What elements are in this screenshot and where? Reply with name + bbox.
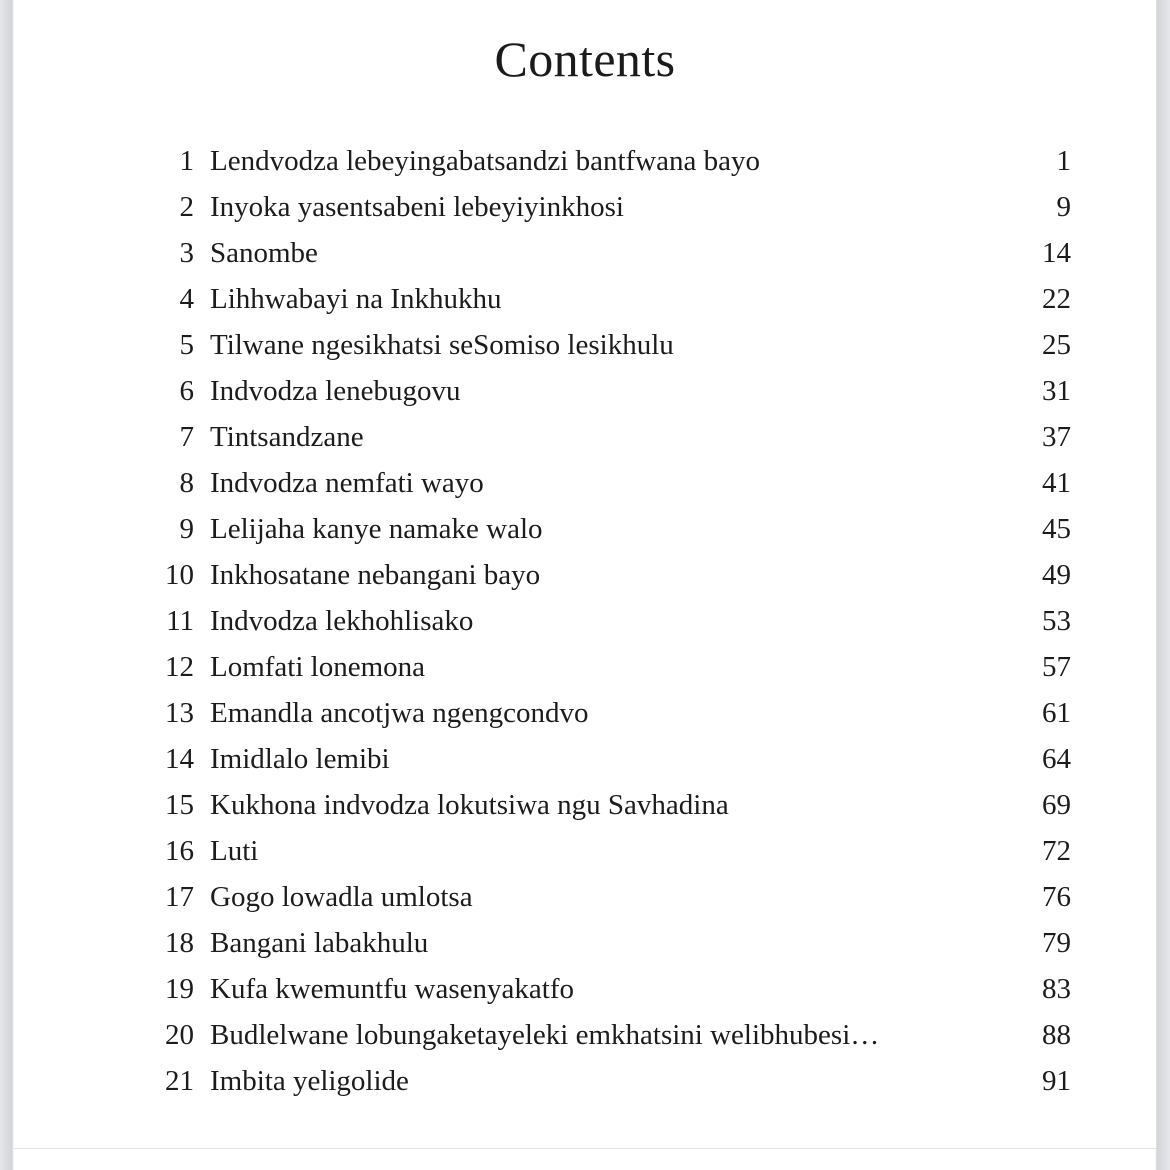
toc-table (14, 138, 1156, 1104)
toc-entry-number: 13 (165, 697, 194, 729)
toc-entry-number: 7 (179, 421, 194, 453)
toc-entry-title[interactable]: Luti (210, 835, 259, 867)
toc-entry-number: 8 (179, 467, 194, 499)
toc-entry[interactable] (14, 828, 1156, 874)
toc-entry-page-number[interactable]: 83 (1042, 973, 1071, 1005)
toc-entry-title[interactable]: Imidlalo lemibi (210, 743, 390, 775)
toc-entry-page-number[interactable]: 1 (1056, 145, 1071, 177)
toc-entry-page-number[interactable]: 61 (1042, 697, 1071, 729)
toc-entry[interactable] (14, 322, 1156, 368)
toc-entry[interactable] (14, 230, 1156, 276)
toc-entry-number: 4 (179, 283, 194, 315)
toc-entry-title[interactable]: Kufa kwemuntfu wasenyakatfo (210, 973, 574, 1005)
toc-entry-number: 16 (165, 835, 194, 867)
toc-entry-title[interactable]: Indvodza lenebugovu (210, 375, 461, 407)
toc-entry-page-number[interactable]: 53 (1042, 605, 1071, 637)
toc-entry-number: 18 (165, 927, 194, 959)
toc-entry[interactable] (14, 184, 1156, 230)
toc-entry-title[interactable]: Emandla ancotjwa ngengcondvo (210, 697, 589, 729)
toc-entry-page-number[interactable]: 79 (1042, 927, 1071, 959)
toc-entry-number: 11 (166, 605, 194, 637)
toc-entry-title[interactable]: Gogo lowadla umlotsa (210, 881, 473, 913)
toc-entry-number: 15 (165, 789, 194, 821)
toc-entry[interactable] (14, 506, 1156, 552)
toc-entry-title[interactable]: Bangani labakhulu (210, 927, 429, 959)
toc-entry-title[interactable]: Lihhwabayi na Inkhukhu (210, 283, 502, 315)
toc-entry-page-number[interactable]: 91 (1042, 1065, 1071, 1097)
toc-entry-title[interactable]: Sanombe (210, 237, 318, 269)
toc-entry-page-number[interactable]: 41 (1042, 467, 1071, 499)
toc-entry-title[interactable]: Inkhosatane nebangani bayo (210, 559, 541, 591)
toc-entry-page-number[interactable]: 76 (1042, 881, 1071, 913)
toc-entry[interactable] (14, 736, 1156, 782)
toc-entry[interactable] (14, 552, 1156, 598)
toc-entry-title[interactable]: Tilwane ngesikhatsi seSomiso lesikhulu (210, 329, 674, 361)
toc-entry[interactable] (14, 598, 1156, 644)
toc-entry[interactable] (14, 966, 1156, 1012)
toc-entry-page-number[interactable]: 25 (1042, 329, 1071, 361)
toc-entry[interactable] (14, 1058, 1156, 1104)
toc-entry-page-number[interactable]: 72 (1042, 835, 1071, 867)
toc-entry-number: 19 (165, 973, 194, 1005)
toc-entry-number: 3 (179, 237, 194, 269)
toc-entry-page-number[interactable]: 69 (1042, 789, 1071, 821)
toc-entry-page-number[interactable]: 49 (1042, 559, 1071, 591)
toc-entry[interactable] (14, 874, 1156, 920)
toc-entry[interactable] (14, 414, 1156, 460)
toc-entry-number: 10 (165, 559, 194, 591)
toc-entry-title[interactable]: Lelijaha kanye namake walo (210, 513, 543, 545)
toc-entry-number: 2 (179, 191, 194, 223)
toc-entry-title[interactable]: Inyoka yasentsabeni lebeyiyinkhosi (210, 191, 624, 223)
toc-entry-title[interactable]: Tintsandzane (210, 421, 364, 453)
toc-entry[interactable] (14, 276, 1156, 322)
toc-entry-page-number[interactable]: 9 (1056, 191, 1071, 223)
toc-entry-page-number[interactable]: 64 (1042, 743, 1071, 775)
page-title: Contents (494, 31, 676, 87)
toc-entry[interactable] (14, 690, 1156, 736)
toc-entry-title[interactable]: Kukhona indvodza lokutsiwa ngu Savhadina (210, 789, 729, 821)
toc-entry-page-number[interactable]: 57 (1042, 651, 1071, 683)
toc-entry[interactable] (14, 460, 1156, 506)
toc-entry[interactable] (14, 920, 1156, 966)
toc-entry-page-number[interactable]: 37 (1042, 421, 1071, 453)
toc-entry-title[interactable]: Lendvodza lebeyingabatsandzi bantfwana bayo (210, 145, 760, 177)
toc-entry[interactable] (14, 782, 1156, 828)
toc-entry[interactable] (14, 138, 1156, 184)
toc-entry-page-number[interactable]: 31 (1042, 375, 1071, 407)
toc-entry-number: 14 (165, 743, 194, 775)
toc-entry-title[interactable]: Indvodza lekhohlisako (210, 605, 474, 637)
toc-entry-number: 21 (165, 1065, 194, 1097)
table-of-contents (14, 138, 1156, 1104)
toc-entry-number: 9 (179, 513, 194, 545)
toc-entry[interactable] (14, 644, 1156, 690)
toc-entry-page-number[interactable]: 45 (1042, 513, 1071, 545)
toc-entry-title[interactable]: Budlelwane lobungaketayeleki emkhatsini welibhubesi… (210, 1019, 880, 1051)
toc-entry-page-number[interactable]: 14 (1042, 237, 1071, 269)
toc-entry-title[interactable]: Indvodza nemfati wayo (210, 467, 484, 499)
toc-body (14, 138, 1156, 1104)
toc-entry-page-number[interactable]: 88 (1042, 1019, 1071, 1051)
toc-entry-number: 17 (165, 881, 194, 913)
toc-entry-title[interactable]: Imbita yeligolide (210, 1065, 409, 1097)
toc-entry-title[interactable]: Lomfati lonemona (210, 651, 426, 683)
toc-entry-number: 20 (165, 1019, 194, 1051)
toc-entry-page-number[interactable]: 22 (1042, 283, 1071, 315)
toc-entry-number: 12 (165, 651, 194, 683)
toc-entry[interactable] (14, 368, 1156, 414)
document-page (14, 0, 1156, 1149)
toc-entry[interactable] (14, 1012, 1156, 1058)
toc-entry-number: 5 (179, 329, 194, 361)
toc-entry-number: 1 (179, 145, 194, 177)
toc-entry-number: 6 (179, 375, 194, 407)
